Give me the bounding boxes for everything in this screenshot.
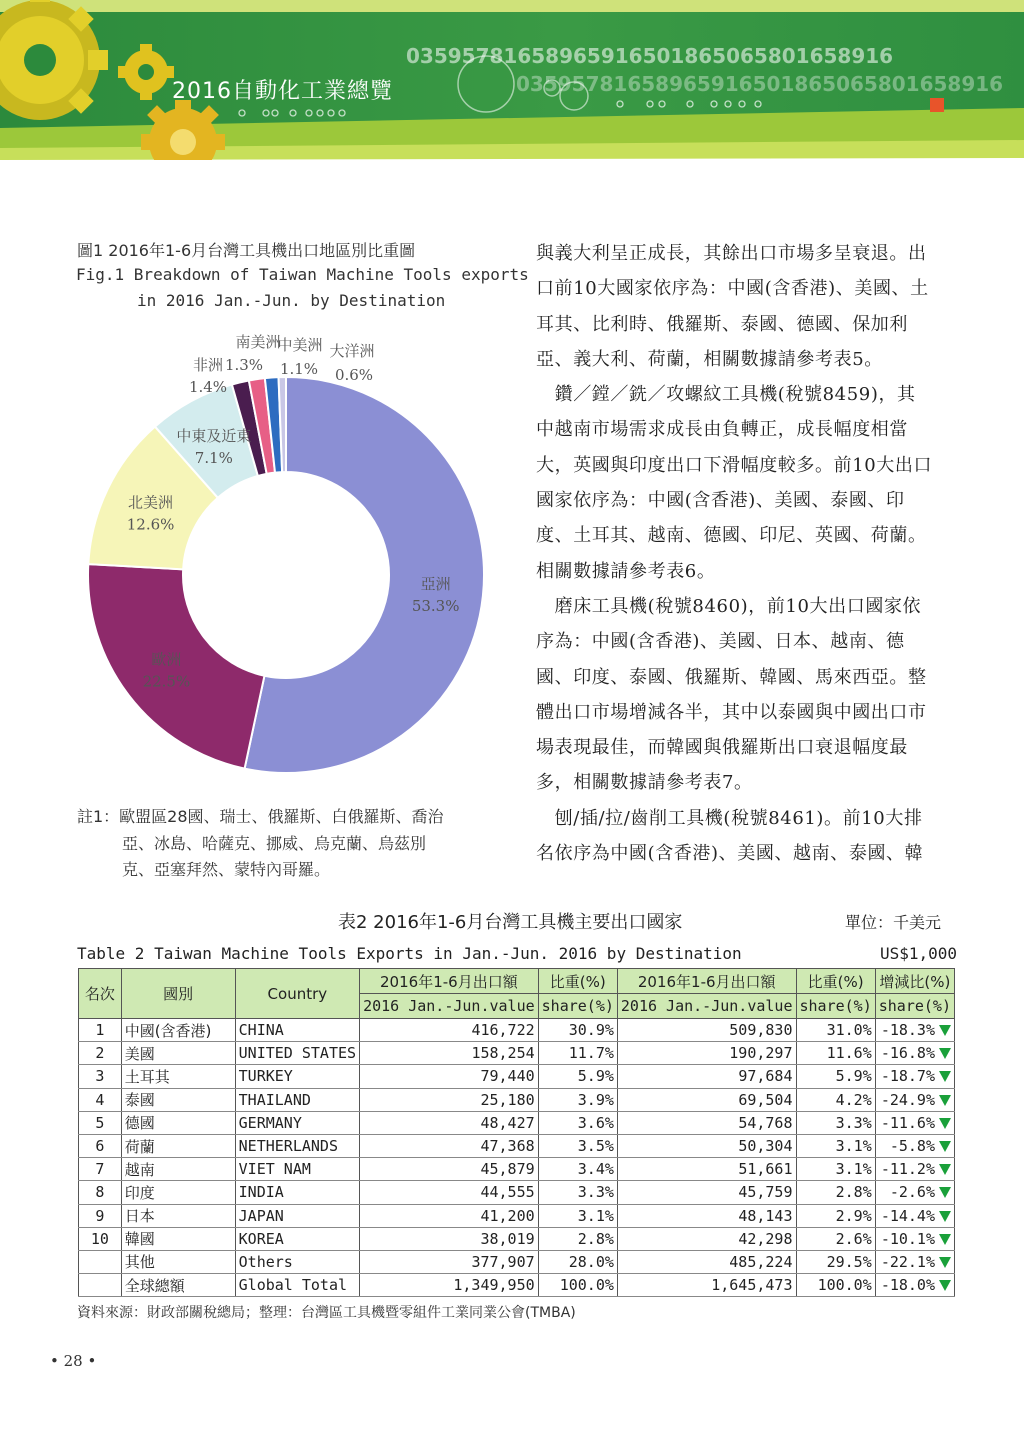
slice-label: 中美洲 <box>277 336 323 354</box>
cell-chg: -24.9% <box>875 1088 954 1111</box>
body-line: 場表現最佳，而韓國與俄羅斯出口衰退幅度最 <box>536 737 908 759</box>
header-digits-decoration: 0359578165896591650186506580165891​6 <box>406 44 894 68</box>
table-unit-zh: 單位：千美元 <box>845 913 942 932</box>
cell-v2: 48,143 <box>617 1204 796 1227</box>
cell-s2: 29.5% <box>796 1250 875 1273</box>
cell-s2: 3.1% <box>796 1158 875 1181</box>
cell-v2: 45,759 <box>617 1181 796 1204</box>
table-unit-en: US$1,000 <box>880 944 958 963</box>
down-triangle-icon <box>939 1048 951 1059</box>
cell-v2: 51,661 <box>617 1158 796 1181</box>
slice-value-label: 1.3% <box>224 356 264 374</box>
cell-rank: 10 <box>79 1227 122 1250</box>
body-line: 口前10大國家依序為：中國(含香港)、美國、土 <box>536 278 929 300</box>
figure-note: 註1：歐盟區28國、瑞士、俄羅斯、白俄羅斯、喬治 <box>77 807 444 826</box>
header-banner <box>0 0 1024 160</box>
cell-v1: 416,722 <box>360 1019 539 1042</box>
cell-rank: 6 <box>79 1134 122 1157</box>
cell-chg: -18.0% <box>875 1274 954 1297</box>
cell-en: JAPAN <box>235 1204 359 1227</box>
table-source: 資料來源：財政部關稅總局；整理：台灣區工具機暨零組件工業同業公會(TMBA) <box>77 1305 576 1321</box>
cell-s1: 3.9% <box>538 1088 617 1111</box>
cell-v1: 48,427 <box>360 1111 539 1134</box>
down-triangle-icon <box>939 1025 951 1036</box>
table-row <box>79 1134 955 1157</box>
cell-rank: 1 <box>79 1019 122 1042</box>
cell-en: VIET NAM <box>235 1158 359 1181</box>
body-line: 大，英國與印度出口下滑幅度較多。前10大出口 <box>536 454 933 476</box>
cell-v1: 47,368 <box>360 1134 539 1157</box>
header-rank: 名次 <box>79 969 122 1019</box>
figure-note: 克、亞塞拜然、蒙特內哥羅。 <box>122 860 331 879</box>
body-line: 國家依序為：中國(含香港)、美國、泰國、印 <box>536 490 905 512</box>
body-line: 與義大利呈正成長，其餘出口市場多呈衰退。出 <box>536 243 927 264</box>
cell-rank: 8 <box>79 1181 122 1204</box>
cell-v1: 45,879 <box>360 1158 539 1181</box>
slice-value-label: 1.1% <box>279 360 319 378</box>
header-col2-en: share(%) <box>538 994 617 1019</box>
cell-v2: 50,304 <box>617 1134 796 1157</box>
down-triangle-icon <box>939 1234 951 1245</box>
header-col1-zh: 2016年1-6月出口額 <box>360 969 539 994</box>
cell-v1: 44,555 <box>360 1181 539 1204</box>
header-country-zh: 國別 <box>121 969 235 1019</box>
table-row <box>79 1111 955 1134</box>
cell-zh: 全球總額 <box>121 1274 235 1297</box>
slice-value-label: 12.6% <box>126 515 175 534</box>
slice-value-label: 0.6% <box>334 366 374 384</box>
cell-chg: -5.8% <box>875 1134 954 1157</box>
header-col4-en: share(%) <box>796 994 875 1019</box>
cell-s1: 11.7% <box>538 1042 617 1065</box>
body-line: 體出口市場增減各半，其中以泰國與中國出口市 <box>536 701 927 723</box>
cell-en: Others <box>235 1250 359 1273</box>
gear-icon <box>141 100 225 160</box>
cell-rank: 2 <box>79 1042 122 1065</box>
slice-label: 歐洲 <box>151 650 182 669</box>
cell-en: Global Total <box>235 1274 359 1297</box>
cell-v1: 158,254 <box>360 1042 539 1065</box>
down-triangle-icon <box>939 1257 951 1268</box>
body-text <box>536 236 956 871</box>
cell-s2: 31.0% <box>796 1019 875 1042</box>
slice-value-label: 53.3% <box>411 596 460 615</box>
body-line: 磨床工具機(稅號8460)，前10大出口國家依 <box>536 595 922 617</box>
cell-rank: 4 <box>79 1088 122 1111</box>
cell-en: INDIA <box>235 1181 359 1204</box>
body-line: 多，相關數據請參考表7。 <box>536 772 753 794</box>
cell-chg: -16.8% <box>875 1042 954 1065</box>
cell-en: UNITED STATES <box>235 1042 359 1065</box>
slice-label: 大洋洲 <box>329 342 375 360</box>
cell-chg: -14.4% <box>875 1204 954 1227</box>
table-row <box>79 1065 955 1088</box>
body-line: 度、土耳其、越南、德國、印尼、英國、荷蘭。 <box>536 525 927 547</box>
cell-chg: -10.1% <box>875 1227 954 1250</box>
header-col3-zh: 2016年1-6月出口額 <box>617 969 796 994</box>
table-row <box>79 1042 955 1065</box>
figure-caption-en: in 2016 Jan.-Jun. by Destination <box>137 291 446 310</box>
figure-caption-zh: 圖1 2016年1-6月台灣工具機出口地區別比重圖 <box>77 241 416 260</box>
cell-s2: 100.0% <box>796 1274 875 1297</box>
body-line: 鑽／鏜／銑／攻螺紋工具機(稅號8459)，其 <box>536 384 916 406</box>
cell-v1: 38,019 <box>360 1227 539 1250</box>
header-digits-decoration: 0359578165896591650186506580165891​6 <box>516 72 1004 96</box>
cell-v1: 79,440 <box>360 1065 539 1088</box>
cell-chg: -2.6% <box>875 1181 954 1204</box>
down-triangle-icon <box>939 1071 951 1082</box>
cell-zh: 德國 <box>121 1111 235 1134</box>
cell-en: THAILAND <box>235 1088 359 1111</box>
slice-label: 非洲 <box>192 356 224 374</box>
cell-s1: 5.9% <box>538 1065 617 1088</box>
table-row <box>79 1274 955 1297</box>
cell-rank: 9 <box>79 1204 122 1227</box>
down-triangle-icon <box>939 1164 951 1175</box>
slice-label: 亞洲 <box>420 574 451 593</box>
header-col4-zh: 比重(%) <box>796 969 875 994</box>
slice-value-label: 1.4% <box>188 378 228 396</box>
cell-v2: 190,297 <box>617 1042 796 1065</box>
cell-zh: 美國 <box>121 1042 235 1065</box>
slice-label: 北美洲 <box>128 493 174 512</box>
cell-s2: 3.1% <box>796 1134 875 1157</box>
body-line: 序為：中國(含香港)、美國、日本、越南、德 <box>536 631 905 653</box>
down-triangle-icon <box>939 1211 951 1222</box>
publication-title: 2016自動化工業總覽 <box>172 79 393 104</box>
cell-en: NETHERLANDS <box>235 1134 359 1157</box>
cell-v2: 485,224 <box>617 1250 796 1273</box>
cell-chg: -22.1% <box>875 1250 954 1273</box>
cell-en: CHINA <box>235 1019 359 1042</box>
header-col5-en: share(%) <box>875 994 954 1019</box>
cell-rank <box>79 1274 122 1297</box>
body-line: 耳其、比利時、俄羅斯、泰國、德國、保加利 <box>536 313 908 335</box>
table-title-zh: 表2 2016年1-6月台灣工具機主要出口國家 <box>338 912 683 933</box>
cell-en: TURKEY <box>235 1065 359 1088</box>
figure-note: 亞、冰島、哈薩克、挪威、烏克蘭、烏茲別 <box>122 834 427 853</box>
cell-zh: 韓國 <box>121 1227 235 1250</box>
slice-value-label: 7.1% <box>194 448 233 467</box>
cell-s1: 3.4% <box>538 1158 617 1181</box>
cell-en: KOREA <box>235 1227 359 1250</box>
donut-chart <box>70 330 500 790</box>
export-table <box>78 968 955 1297</box>
slice-label: 中東及近東 <box>176 426 252 445</box>
cell-zh: 日本 <box>121 1204 235 1227</box>
cell-zh: 其他 <box>121 1250 235 1273</box>
table-row <box>79 1227 955 1250</box>
table-row <box>79 1181 955 1204</box>
cell-zh: 荷蘭 <box>121 1134 235 1157</box>
cell-zh: 土耳其 <box>121 1065 235 1088</box>
cell-v2: 509,830 <box>617 1019 796 1042</box>
cell-s1: 3.5% <box>538 1134 617 1157</box>
cell-s1: 2.8% <box>538 1227 617 1250</box>
table-row <box>79 1158 955 1181</box>
body-line: 亞、義大利、荷蘭，相關數據請參考表5。 <box>536 348 883 370</box>
cell-s1: 3.1% <box>538 1204 617 1227</box>
cell-chg: -11.6% <box>875 1111 954 1134</box>
cell-s2: 5.9% <box>796 1065 875 1088</box>
cell-v1: 25,180 <box>360 1088 539 1111</box>
cell-rank: 5 <box>79 1111 122 1134</box>
cell-chg: -18.3% <box>875 1019 954 1042</box>
header-col3-en: 2016 Jan.-Jun.value <box>617 994 796 1019</box>
body-line: 刨/插/拉/齒削工具機(稅號8461)。前10大排 <box>536 807 923 829</box>
cell-v1: 377,907 <box>360 1250 539 1273</box>
cell-chg: -11.2% <box>875 1158 954 1181</box>
down-triangle-icon <box>939 1280 951 1291</box>
cell-s1: 28.0% <box>538 1250 617 1273</box>
cell-zh: 印度 <box>121 1181 235 1204</box>
cell-chg: -18.7% <box>875 1065 954 1088</box>
page-number: • 28 • <box>50 1352 97 1370</box>
header-col1-en: 2016 Jan.-Jun.value <box>360 994 539 1019</box>
cell-v2: 69,504 <box>617 1088 796 1111</box>
cell-zh: 越南 <box>121 1158 235 1181</box>
header-col5-zh: 增減比(%) <box>875 969 954 994</box>
cell-s2: 2.9% <box>796 1204 875 1227</box>
cell-s1: 30.9% <box>538 1019 617 1042</box>
down-triangle-icon <box>939 1118 951 1129</box>
gear-icon <box>0 0 108 120</box>
cell-v1: 1,349,950 <box>360 1274 539 1297</box>
cell-zh: 泰國 <box>121 1088 235 1111</box>
body-line: 相關數據請參考表6。 <box>536 560 716 582</box>
body-line: 國、印度、泰國、俄羅斯、韓國、馬來西亞。整 <box>536 666 927 688</box>
table-row <box>79 1019 955 1042</box>
cell-s1: 100.0% <box>538 1274 617 1297</box>
cell-rank: 7 <box>79 1158 122 1181</box>
cell-rank <box>79 1250 122 1273</box>
body-line: 名依序為中國(含香港)、美國、越南、泰國、韓 <box>536 843 924 865</box>
cell-v2: 97,684 <box>617 1065 796 1088</box>
down-triangle-icon <box>939 1187 951 1198</box>
slice-label: 南美洲 <box>235 333 281 351</box>
figure-caption-en: Fig.1 Breakdown of Taiwan Machine Tools exports <box>76 265 529 284</box>
table-title-en: Table 2 Taiwan Machine Tools Exports in Jan.-Jun. 2016 by Destination <box>77 944 742 963</box>
slice-value-label: 22.5% <box>142 672 191 691</box>
cell-en: GERMANY <box>235 1111 359 1134</box>
cell-s2: 4.2% <box>796 1088 875 1111</box>
cell-zh: 中國(含香港) <box>121 1019 235 1042</box>
cell-v2: 42,298 <box>617 1227 796 1250</box>
cell-s2: 11.6% <box>796 1042 875 1065</box>
down-triangle-icon <box>939 1141 951 1152</box>
header-country-en: Country <box>235 969 359 1019</box>
table-row <box>79 1250 955 1273</box>
body-line: 中越南市場需求成長由負轉正，成長幅度相當 <box>536 419 908 441</box>
cell-s2: 2.8% <box>796 1181 875 1204</box>
cell-v1: 41,200 <box>360 1204 539 1227</box>
cell-v2: 1,645,473 <box>617 1274 796 1297</box>
header-col2-zh: 比重(%) <box>538 969 617 994</box>
cell-s1: 3.6% <box>538 1111 617 1134</box>
down-triangle-icon <box>939 1095 951 1106</box>
cell-s2: 3.3% <box>796 1111 875 1134</box>
cell-s2: 2.6% <box>796 1227 875 1250</box>
table-row <box>79 1204 955 1227</box>
cell-s1: 3.3% <box>538 1181 617 1204</box>
cell-v2: 54,768 <box>617 1111 796 1134</box>
table-row <box>79 1088 955 1111</box>
cell-rank: 3 <box>79 1065 122 1088</box>
